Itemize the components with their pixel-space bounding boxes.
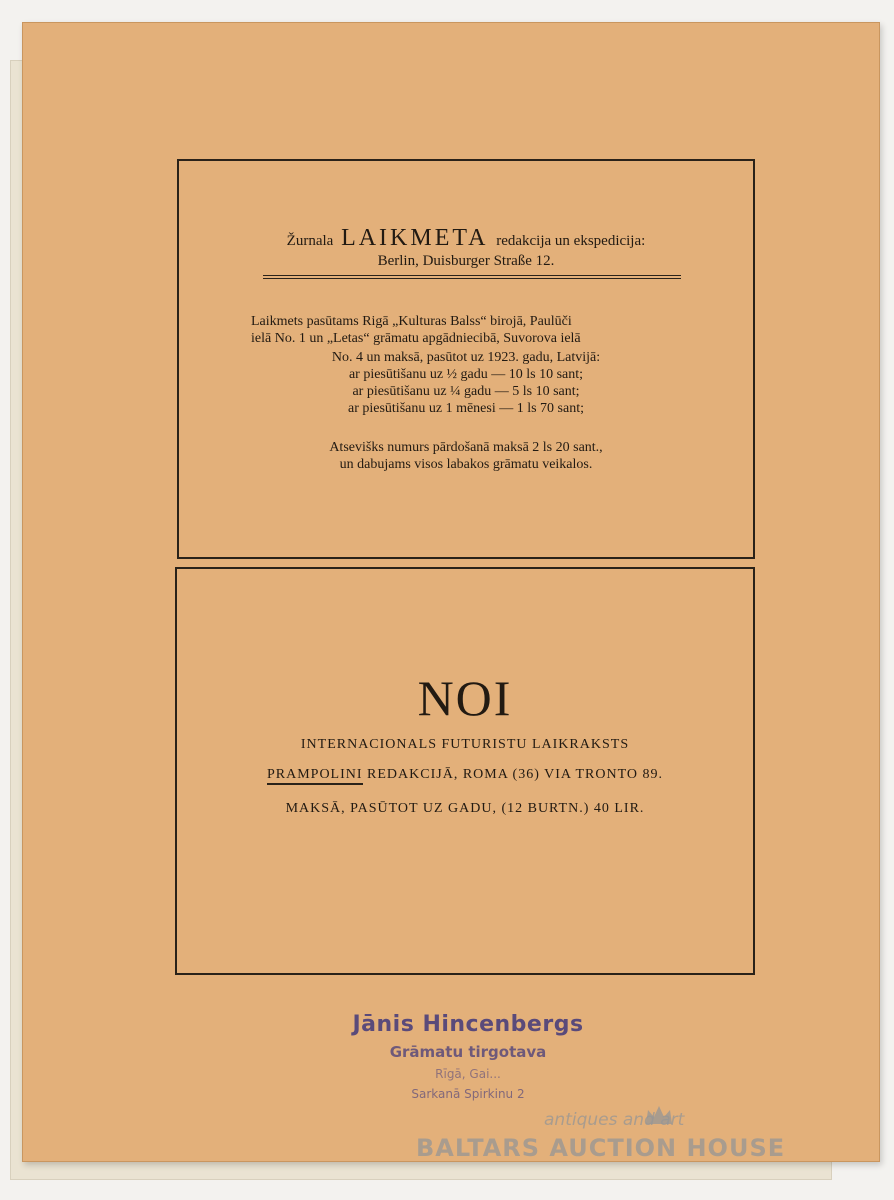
- watermark-title: BALTARS AUCTION HOUSE: [416, 1134, 786, 1162]
- single-issue-note: [179, 439, 753, 473]
- subscription-paragraph: [251, 313, 703, 347]
- stamp-city: Rīgā, Gai...: [435, 1067, 501, 1081]
- laikmeta-notice-box: [177, 159, 755, 559]
- noi-advert-box: [175, 567, 755, 975]
- laikmeta-title: LAIKMETA: [341, 225, 489, 251]
- subscription-line: ielā No. 1 un „Letas“ grāmatu apgādniecibā, Suvorova ielā: [251, 331, 581, 346]
- stamp-name: Jānis Hincenbergs: [352, 1012, 584, 1037]
- single-issue-line: un dabujams visos labakos grāmatu veikalos.: [339, 457, 593, 472]
- subscription-rates: [179, 350, 753, 417]
- single-issue-line: Atsevišks numurs pārdošanā maksā 2 ls 20 sant.,: [329, 440, 603, 455]
- rate-line: ar piesūtišanu uz 1 mēnesi — 1 ls 70 sant;: [347, 401, 585, 416]
- bookseller-stamp: [318, 1012, 618, 1101]
- watermark-subtitle: antiques and art: [544, 1110, 685, 1130]
- rate-line: ar piesūtišanu uz ¼ gadu — 5 ls 10 sant;: [352, 384, 580, 399]
- notice-heading-suffix: redakcija un ekspedicija:: [496, 233, 646, 249]
- prampolini-underlined: PRAMPOLINI: [267, 767, 363, 785]
- stamp-street: Sarkanā Spirkinu 2: [411, 1087, 525, 1101]
- noi-editorial-address: [177, 767, 753, 783]
- subscription-line: Laikmets pasūtams Rigā „Kulturas Balss“ birojā, Paulūči: [251, 314, 572, 329]
- stamp-shop: Grāmatu tirgotava: [389, 1043, 547, 1061]
- magazine-back-cover: [22, 22, 880, 1162]
- noi-price: MAKSĀ, PASŪTOT UZ GADU, (12 BURTN.) 40 LIR.: [285, 801, 645, 816]
- subscription-line: No. 4 un maksā, pasūtot uz 1923. gadu, Latvijā:: [331, 350, 601, 365]
- noi-address-rest: REDAKCIJĀ, ROMA (36) VIA TRONTO 89.: [367, 767, 664, 782]
- notice-address: Berlin, Duisburger Straße 12.: [377, 253, 555, 269]
- double-rule-top: [263, 275, 681, 276]
- noi-title: NOI: [417, 670, 513, 726]
- rate-line: ar piesūtišanu uz ½ gadu — 10 ls 10 sant;: [348, 367, 584, 382]
- notice-heading-prefix: Žurnala: [286, 233, 334, 249]
- notice-heading: [179, 225, 753, 252]
- noi-subtitle: INTERNACIONALS FUTURISTU LAIKRAKSTS: [300, 737, 630, 752]
- double-rule-bottom: [263, 278, 681, 279]
